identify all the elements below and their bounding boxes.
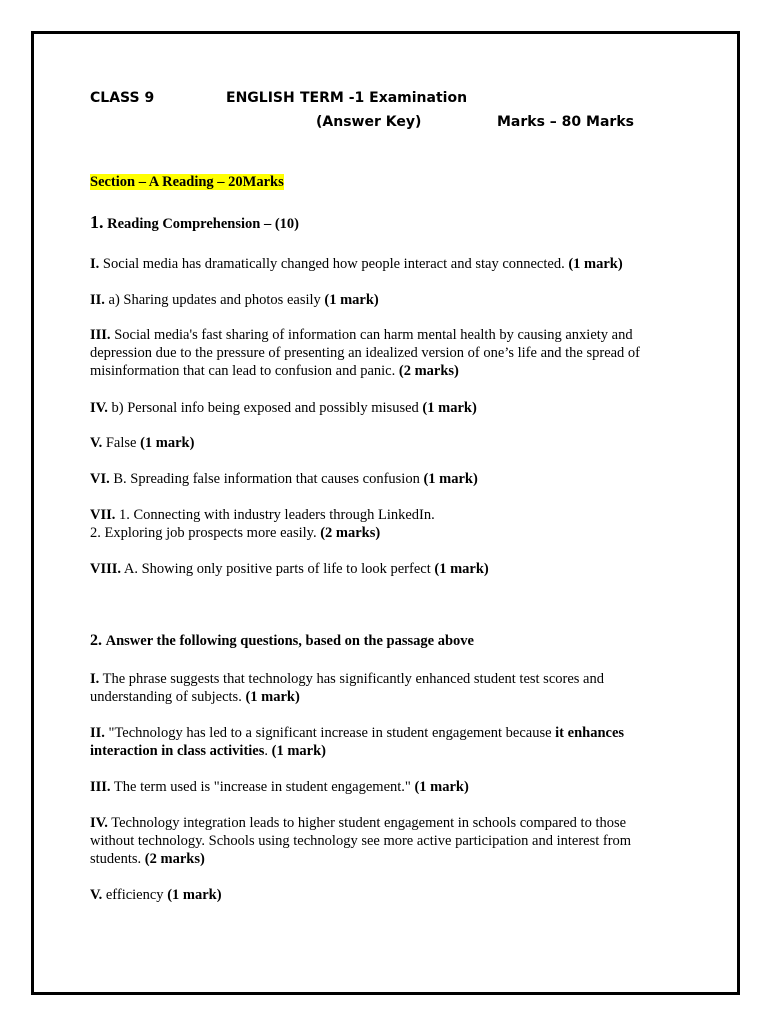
- answer-number: II.: [90, 725, 105, 741]
- answer-number: III.: [90, 327, 111, 343]
- class-label: CLASS 9: [90, 90, 155, 106]
- q1-number: 1.: [90, 212, 104, 232]
- answer-text: efficiency: [102, 887, 168, 903]
- answer-text: 1. Connecting with industry leaders through LinkedIn.: [115, 507, 435, 523]
- answer-number: IV.: [90, 815, 108, 831]
- answer-text: Technology integration leads to higher student engagement in schools compared to those without technology. Schools using technology see more active participation and interest from students.: [90, 815, 632, 867]
- answer-marks: (1 mark): [271, 743, 327, 759]
- answer-text: "Technology has led to a significant increase in student engagement because: [104, 725, 556, 741]
- answer-marks: (1 mark): [414, 779, 469, 795]
- answer-marks: (1 mark): [422, 400, 477, 416]
- answer-marks: (1 mark): [245, 689, 300, 705]
- q2-answer-5: [90, 886, 680, 904]
- answer-number: II.: [90, 292, 105, 308]
- q1-title: Reading Comprehension – (10): [107, 216, 299, 232]
- q1-heading: [90, 213, 680, 233]
- q1-answer-6: [90, 470, 680, 488]
- exam-title: TERM -1 Examination: [300, 90, 468, 106]
- q2-heading: [90, 632, 680, 650]
- answer-marks: (1 mark): [324, 292, 379, 308]
- section-a-title: [90, 173, 680, 191]
- answer-number: V.: [90, 435, 103, 451]
- answer-number: VII.: [90, 507, 116, 523]
- answer-text: Social media's fast sharing of information can harm mental health by causing anxiety and depression due to the pressure of presenting an idealized version of one’s life and the spread of misinformation that can lead to confusion and panic.: [90, 327, 641, 379]
- answer-marks: (1 mark): [167, 887, 222, 903]
- answer-number: I.: [90, 256, 100, 272]
- answer-number: VIII.: [90, 561, 122, 577]
- answer-number: IV.: [90, 400, 108, 416]
- answer-number: VI.: [90, 471, 110, 487]
- answer-text: b) Personal info being exposed and possibly misused: [107, 400, 423, 416]
- answer-marks: (2 marks): [144, 851, 205, 867]
- answer-text-line2: 2. Exploring job prospects more easily.: [90, 525, 321, 541]
- answer-bold-text: it enhances interaction in class activities: [90, 725, 625, 759]
- answer-number: III.: [90, 779, 111, 795]
- q2-title: Answer the following questions, based on the passage above: [105, 633, 474, 649]
- q1-answer-1: [90, 255, 680, 273]
- answer-text: B. Spreading false information that causes confusion: [109, 471, 424, 487]
- answer-text: A. Showing only positive parts of life to look perfect: [121, 561, 435, 577]
- total-marks: Marks – 80 Marks: [497, 114, 634, 130]
- answer-text: a) Sharing updates and photos easily: [104, 292, 325, 308]
- subject-label: ENGLISH: [226, 90, 295, 106]
- answer-number: I.: [90, 671, 100, 687]
- answer-text: Social media has dramatically changed how people interact and stay connected.: [99, 256, 569, 272]
- q2-answer-1: [90, 670, 650, 706]
- q1-answer-8: [90, 560, 680, 578]
- answer-marks: (2 marks): [398, 363, 459, 379]
- q2-number: 2.: [90, 632, 102, 649]
- q1-answer-7: [90, 506, 680, 542]
- q2-answer-2: [90, 724, 665, 760]
- q1-answer-4: [90, 399, 680, 417]
- answer-number: V.: [90, 887, 103, 903]
- answer-marks: (2 marks): [320, 525, 381, 541]
- answer-text: The phrase suggests that technology has significantly enhanced student test scores and understanding of subjects.: [90, 671, 604, 705]
- answer-marks: (1 mark): [423, 471, 478, 487]
- answer-marks: (1 mark): [140, 435, 195, 451]
- section-a-highlight: Section – A Reading – 20Marks: [90, 174, 284, 190]
- answer-marks: (1 mark): [434, 561, 489, 577]
- q1-answer-2: [90, 291, 680, 309]
- answer-marks: (1 mark): [568, 256, 623, 272]
- q1-answer-3: [90, 326, 670, 380]
- q2-answer-4: [90, 814, 665, 868]
- answer-text-after: .: [264, 743, 272, 759]
- answer-text: False: [102, 435, 141, 451]
- q2-answer-3: [90, 778, 680, 796]
- q1-answer-5: [90, 434, 680, 452]
- answer-key-label: (Answer Key): [316, 114, 422, 130]
- answer-text: The term used is "increase in student engagement.": [110, 779, 415, 795]
